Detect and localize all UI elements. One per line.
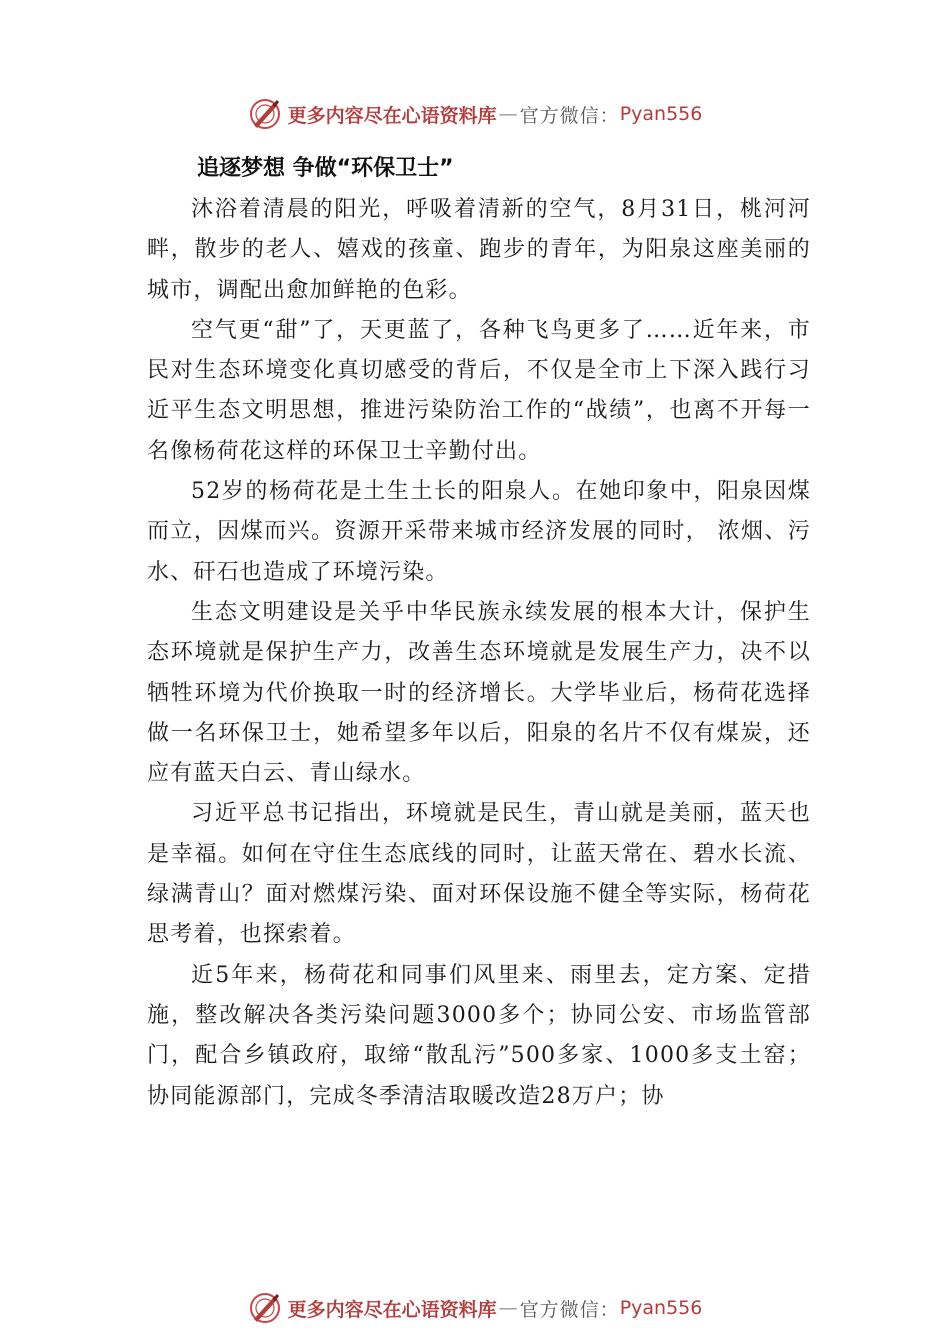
article-body bbox=[147, 148, 811, 1117]
banner-dash: — bbox=[498, 103, 518, 125]
banner-main-text: 更多内容尽在心语资料库 bbox=[287, 1298, 497, 1321]
banner-wechat-id: Pyan556 bbox=[619, 103, 703, 125]
footer-banner bbox=[0, 1290, 950, 1326]
paragraph: 空气更“甜”了，天更蓝了，各种飞鸟更多了……近年来，市民对生态环境变化真切感受的背后，不仅是全市上下深入践行习近平生态文明思想，推进污染防治工作的“战绩”，也离不开每一名像杨荷花这样的环保卫士辛勤付出。 bbox=[147, 317, 811, 464]
article-title: 追逐梦想 争做“环保卫士” bbox=[197, 156, 454, 181]
paragraph: 52岁的杨荷花是土生土长的阳泉人。在她印象中，阳泉因煤而立，因煤而兴。资源开采带来城市经济发展的同时， 浓烟、污水、矸石也造成了环境污染。 bbox=[147, 479, 811, 585]
pen-seal-logo-icon bbox=[248, 1291, 282, 1325]
header-banner bbox=[0, 96, 950, 132]
banner-wechat-id: Pyan556 bbox=[619, 1297, 703, 1319]
paragraph: 习近平总书记指出，环境就是民生，青山就是美丽，蓝天也是幸福。如何在守住生态底线的同时，让蓝天常在、碧水长流、绿满青山？面对燃煤污染、面对环保设施不健全等实际，杨荷花思考着，也探索着。 bbox=[147, 801, 811, 948]
banner-sub-text: 官方微信： bbox=[519, 1298, 620, 1321]
paragraph: 近5年来，杨荷花和同事们风里来、雨里去，定方案、定措施，整改解决各类污染问题3000多个；协同公安、市场监管部门，配合乡镇政府，取缔“散乱污”500多家、1000多支土窑；协同能源部门，完成冬季清洁取暖改造28万户；协 bbox=[147, 962, 811, 1109]
paragraph: 生态文明建设是关乎中华民族永续发展的根本大计，保护生态环境就是保护生产力，改善生态环境就是发展生产力，决不以牺牲环境为代价换取一时的经济增长。大学毕业后，杨荷花选择做一名环保卫士，她希望多年以后，阳泉的名片不仅有煤炭，还应有蓝天白云、青山绿水。 bbox=[147, 599, 811, 787]
banner-sub-text: 官方微信： bbox=[519, 104, 620, 127]
banner-main-text: 更多内容尽在心语资料库 bbox=[287, 104, 497, 127]
banner-dash: — bbox=[498, 1297, 518, 1319]
pen-seal-logo-icon bbox=[248, 97, 282, 131]
paragraph: 沐浴着清晨的阳光，呼吸着清新的空气，8月31日，桃河河畔，散步的老人、嬉戏的孩童、跑步的青年，为阳泉这座美丽的城市，调配出愈加鲜艳的色彩。 bbox=[147, 197, 811, 303]
